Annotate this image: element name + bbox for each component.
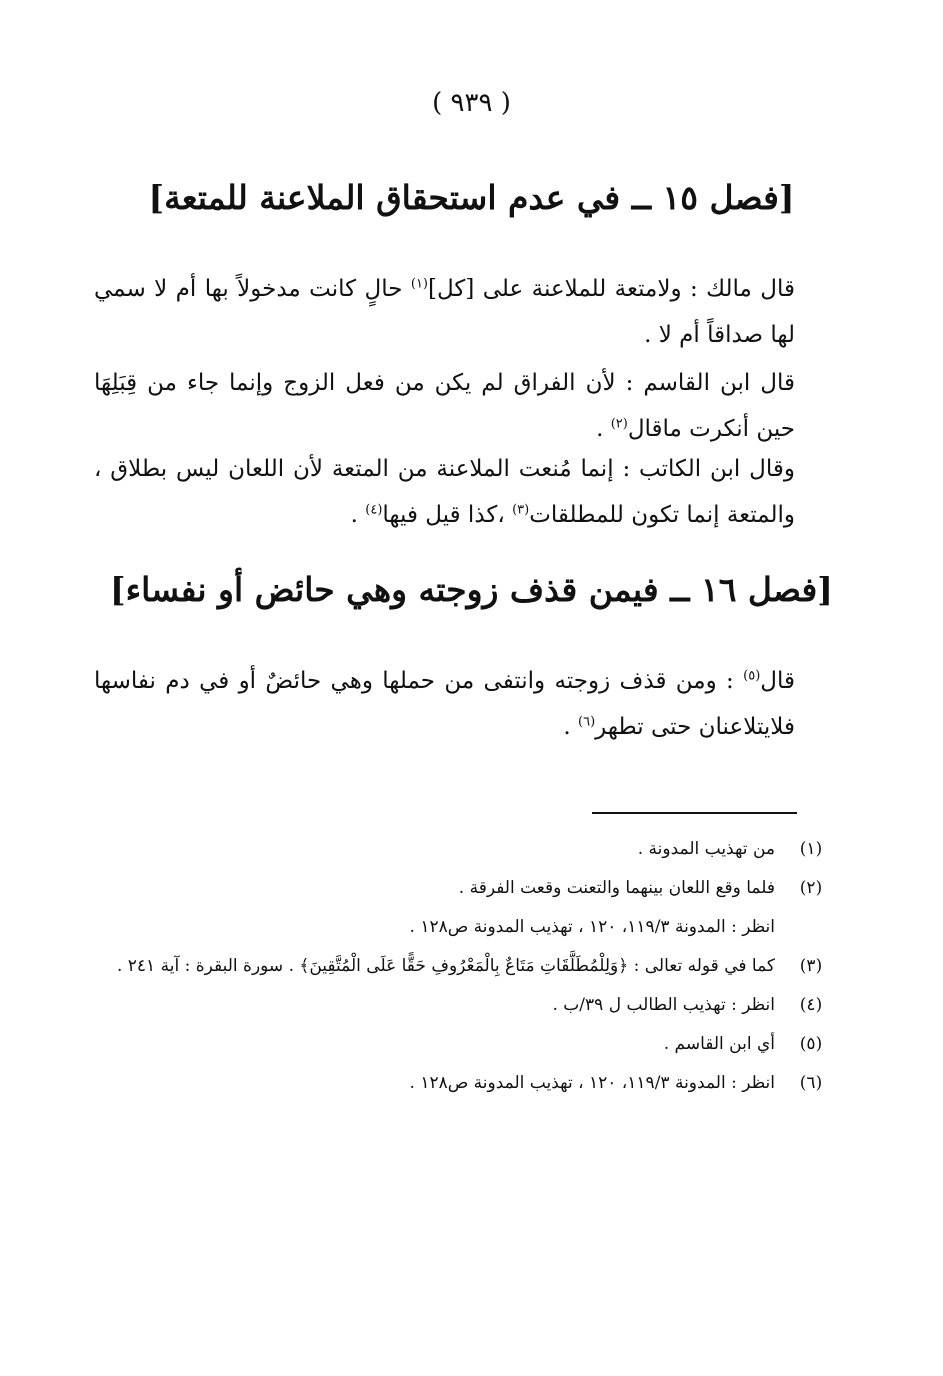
footnote-item xyxy=(96,1027,831,1061)
page-number: ( ٩٣٩ ) xyxy=(432,88,511,118)
footnote-text: انظر : المدونة ١١٩/٣، ١٢٠ ، تهذيب المدونة ص١٢٨ . xyxy=(409,1073,775,1093)
footnote-number: (٦) xyxy=(799,1073,823,1093)
paragraph-text: حالٍ كانت مدخولاً بها أم لا سمي لها صداقاً أم لا . xyxy=(94,276,795,348)
section-15-heading: [فصل ١٥ ــ في عدم استحقاق الملاعنة للمتعة] xyxy=(148,178,795,217)
section-16-heading: [فصل ١٦ ــ فيمن قذف زوجته وهي حائض أو نفساء] xyxy=(110,570,833,609)
footnote-item xyxy=(96,949,831,983)
paragraph-text: قال ابن القاسم : لأن الفراق لم يكن من فعل الزوج وإنما جاء من قِبَلِهَا حين أنكرت ماقال xyxy=(94,370,795,442)
footnote-item xyxy=(96,910,831,944)
footnote-number: (٥) xyxy=(799,1034,823,1054)
paragraph-text: وقال ابن الكاتب : إنما مُنعت الملاعنة من المتعة لأن اللعان ليس بطلاق ، والمتعة إنما تكون للمطلقات xyxy=(94,456,795,528)
paragraph-text: قال xyxy=(760,668,795,694)
footnote-text: من تهذيب المدونة . xyxy=(637,839,775,859)
footnote-text: كما في قوله تعالى : ﴿وَلِلْمُطَلَّقَاتِ مَتَاعٌ بِالْمَعْرُوفِ حَقًّا عَلَى الْمُتَّقِينَ﴾ . سورة البقرة : آية ٢٤١ . xyxy=(116,956,775,976)
footnote-text: انظر : تهذيب الطالب ل ٣٩/ب . xyxy=(552,995,775,1015)
paragraph-text: . xyxy=(563,714,578,740)
paragraph-ibn-al-katib xyxy=(94,446,795,538)
footnote-ref-6: (٦) xyxy=(578,714,596,730)
footnote-number: (٢) xyxy=(799,878,823,898)
paragraph-ibn-al-qasim xyxy=(94,360,795,452)
paragraph-qadhf xyxy=(94,658,795,750)
footnote-text: انظر : المدونة ١١٩/٣، ١٢٠ ، تهذيب المدونة ص١٢٨ . xyxy=(409,917,775,937)
paragraph-text: : ومن قذف زوجته وانتفى من حملها وهي حائضٌ أو في دم نفاسها فلايتلاعنان حتى تطهر xyxy=(94,668,795,740)
footnote-number: (٣) xyxy=(799,956,823,976)
footnote-item xyxy=(96,1066,831,1100)
paragraph-text: ،كذا قيل فيها xyxy=(382,502,513,528)
footnote-ref-2: (٢) xyxy=(610,416,628,432)
footnote-item xyxy=(96,988,831,1022)
paragraph-text: . xyxy=(596,416,611,442)
footnote-item xyxy=(96,871,831,905)
footnote-number: (١) xyxy=(799,839,823,859)
paragraph-text: . xyxy=(350,502,366,528)
footnotes xyxy=(96,832,831,1105)
footnote-text: فلما وقع اللعان بينهما والتعنت وقعت الفرقة . xyxy=(458,878,775,898)
paragraph-text: قال مالك : ولامتعة للملاعنة على [كل] xyxy=(428,276,796,302)
footnote-ref-1: (١) xyxy=(410,276,428,292)
footnote-ref-4: (٤) xyxy=(365,502,383,518)
footnote-number: (٤) xyxy=(799,995,823,1015)
paragraph-malik xyxy=(94,266,795,358)
footnote-ref-3: (٣) xyxy=(512,502,530,518)
footnote-ref-5: (٥) xyxy=(743,668,761,684)
footnote-text: أي ابن القاسم . xyxy=(663,1034,775,1054)
footnote-divider xyxy=(592,812,797,814)
footnote-item xyxy=(96,832,831,866)
